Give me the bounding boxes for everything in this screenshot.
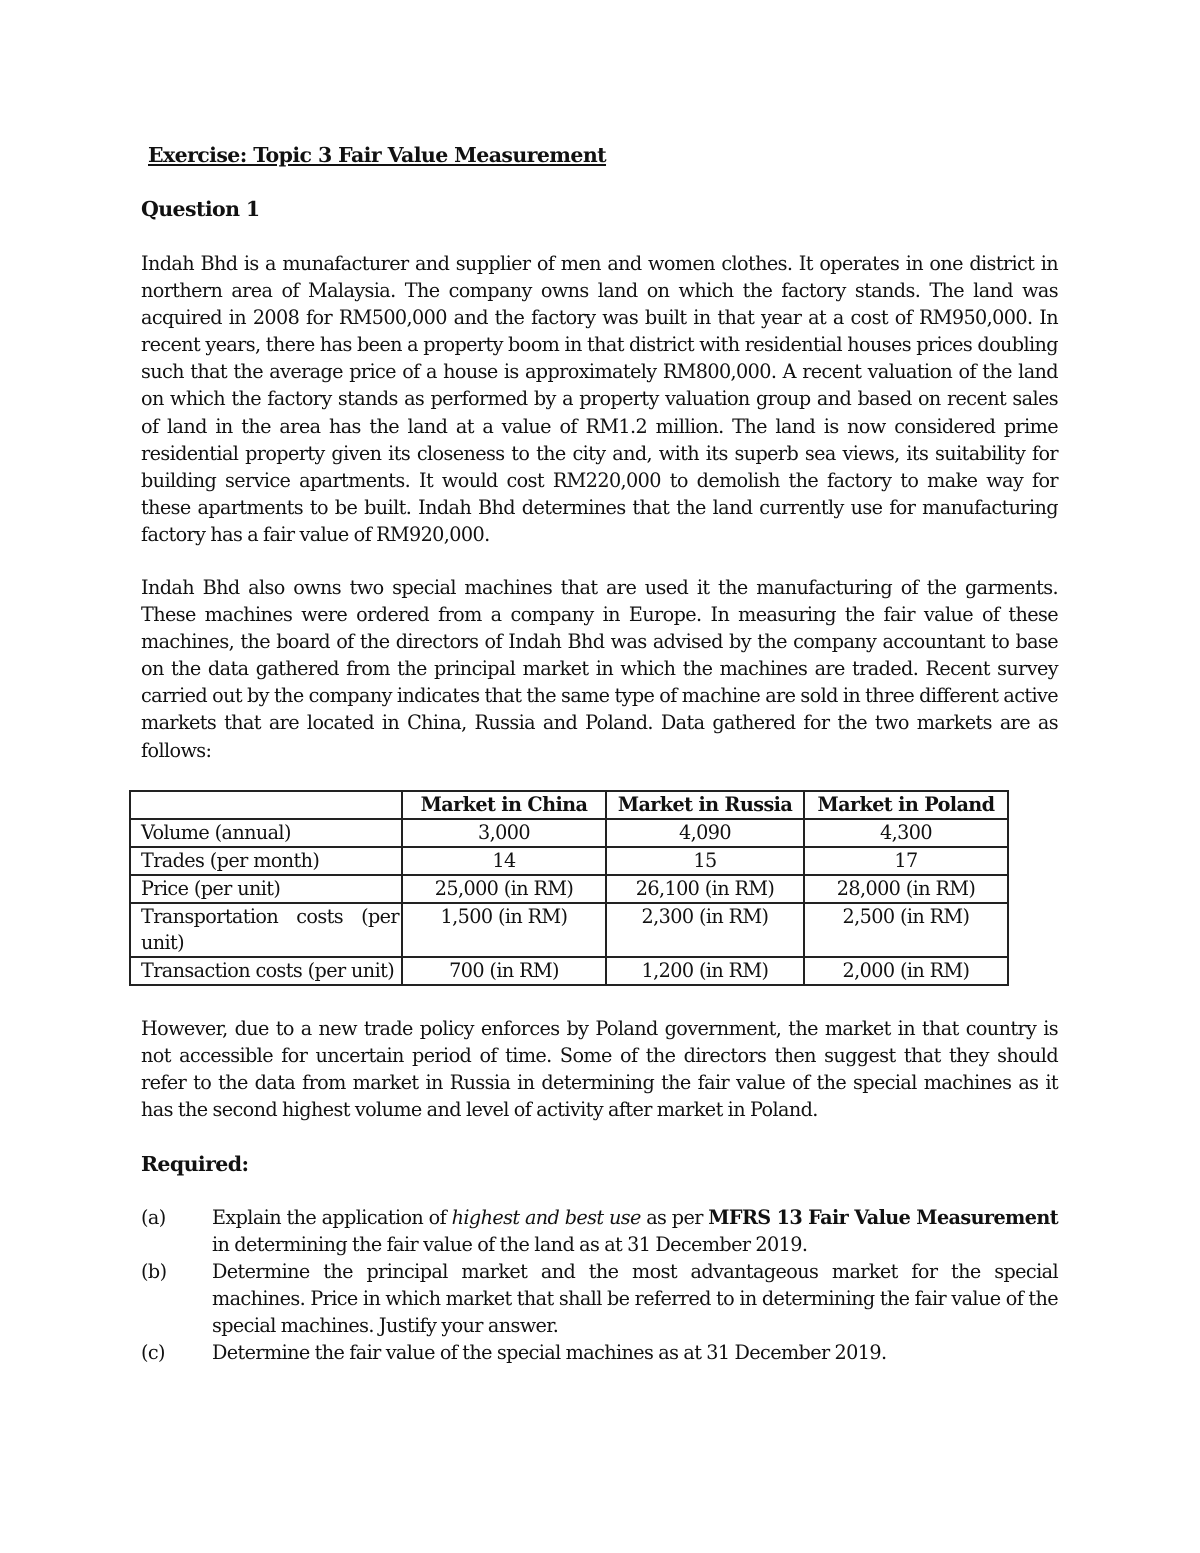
table-row [130, 875, 1008, 903]
item-label: (c) [141, 1341, 165, 1364]
table-cell: 28,000 (in RM) [804, 875, 1008, 903]
required-heading: Required: [141, 1152, 249, 1176]
document-title: Exercise: Topic 3 Fair Value Measurement [148, 143, 607, 167]
row-label-text: Transportation costs (per unit) [141, 905, 399, 954]
row-label: Transaction costs (per unit) [130, 957, 402, 985]
item-text-part: as per [646, 1206, 703, 1229]
item-text: Determine the fair value of the special machines as at 31 December 2019. [212, 1341, 887, 1364]
question-heading: Question 1 [141, 197, 260, 221]
paragraph-machines: Indah Bhd also owns two special machines that are used it the manufacturing of the garments. These machines were ordered from a company in Europe. In measuring the fair value of these machines, the board of the directors of Indah Bhd was advised by the company accountant to base on the data gathered from the principal market in which the machines are traded. Recent survey carried out by the company indicates that the same type of machine are sold in three different active markets that are located in China, Russia and Poland. Data gathered for the two markets are as follows: [141, 576, 1058, 762]
item-text-emphasis: highest and best use [451, 1206, 641, 1229]
table-cell: 1,200 (in RM) [606, 957, 804, 985]
table-header-cell: Market in Russia [606, 791, 804, 819]
table-header-row [130, 791, 1008, 819]
row-label: Volume (annual) [130, 819, 402, 847]
table-row [130, 903, 1008, 957]
row-label: Price (per unit) [130, 875, 402, 903]
item-text-part: in determining the fair value of the land as at 31 December 2019. [212, 1233, 808, 1257]
paragraph-land: Indah Bhd is a munafacturer and supplier of men and women clothes. It operates in one district in northern area of Malaysia. The company owns land on which the factory stands. The land was acquired in 2008 for RM500,000 and the factory was built in that year at a cost of RM950,000. In recent years, there has been a property boom in that district with residential houses prices doubling such that the average price of a house is approximately RM800,000. A recent valuation of the land on which the factory stands as performed by a property valuation group and based on recent sales of land in the area has the land at a value of RM1.2 million. The land is now considered prime residential property given its closeness to the city and, with its superb sea views, its suitability for building service apartments. It would cost RM220,000 to demolish the factory to make way for these apartments to be built. Indah Bhd determines that the land currently use for manufacturing factory has a fair value of RM920,000. [141, 252, 1058, 546]
paragraph-poland-policy: However, due to a new trade policy enforces by Poland government, the market in that country is not accessible for uncertain period of time. Some of the directors then suggest that they should refer to the data from market in Russia in determining the fair value of the special machines as it has the second highest volume and level of activity after market in Poland. [141, 1017, 1058, 1122]
row-label [130, 903, 402, 957]
table-row [130, 847, 1008, 875]
table-header-cell: Market in Poland [804, 791, 1008, 819]
table-cell: 4,090 [606, 819, 804, 847]
table-cell: 2,300 (in RM) [606, 903, 804, 957]
table-cell: 26,100 (in RM) [606, 875, 804, 903]
table-cell: 1,500 (in RM) [402, 903, 606, 957]
table-header-cell [130, 791, 402, 819]
item-text-part: Explain the application of [212, 1206, 447, 1229]
item-text: Determine the principal market and the most advantageous market for the special machines. Price in which market that shall be referred to in determining the fair value of the special machines. Justify your answer. [212, 1260, 1058, 1338]
market-data-table [129, 790, 1009, 986]
table-cell: 17 [804, 847, 1008, 875]
item-label: (b) [141, 1260, 167, 1283]
table-row [130, 957, 1008, 985]
item-label: (a) [141, 1206, 166, 1229]
table-cell: 2,000 (in RM) [804, 957, 1008, 985]
item-text-strong: MFRS 13 Fair Value Measurement [708, 1206, 1058, 1229]
table-cell: 15 [606, 847, 804, 875]
table-cell: 700 (in RM) [402, 957, 606, 985]
table-row [130, 819, 1008, 847]
row-label: Trades (per month) [130, 847, 402, 875]
table-cell: 25,000 (in RM) [402, 875, 606, 903]
table-cell: 3,000 [402, 819, 606, 847]
table-cell: 2,500 (in RM) [804, 903, 1008, 957]
table-cell: 14 [402, 847, 606, 875]
table-header-cell: Market in China [402, 791, 606, 819]
table-cell: 4,300 [804, 819, 1008, 847]
item-text [212, 1204, 1058, 1258]
